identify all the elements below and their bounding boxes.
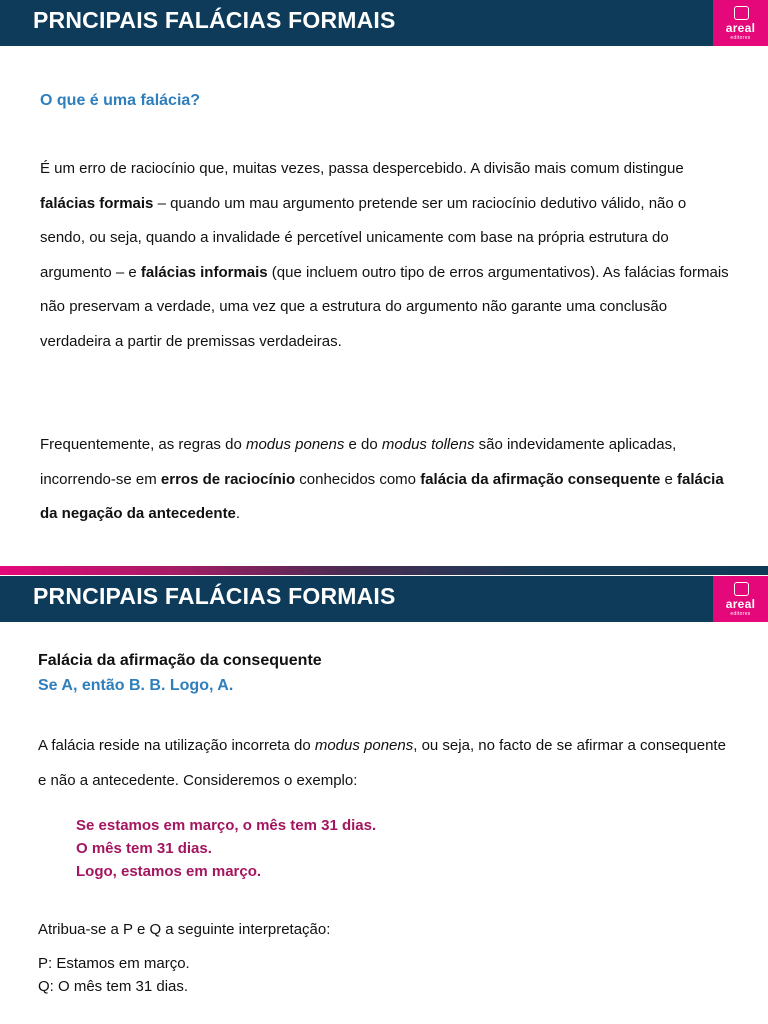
- slide-2: [0, 566, 768, 1024]
- definition-paragraph: É um erro de raciocínio que, muitas vezes, passa despercebido. A divisão mais comum distingue falácias formais – quando um mau argumento pretende ser um raciocínio dedutivo válido, não o sendo, ou seja, quando a invalidade é percetível unicamente com base na própria estrutura do argumento – e falácias informais (que incluem outro tipo de erros argumentativos). As falácias formais não preservam a verdade, uma vez que a estrutura do argumento não garante uma conclusão verdadeira a partir de premissas verdadeiras.: [40, 160, 729, 350]
- example-line: Se estamos em março, o mês tem 31 dias.: [76, 817, 377, 834]
- slide-header: [0, 0, 713, 46]
- fallacy-form: Se A, então B. B. Logo, A.: [38, 677, 234, 694]
- interpretation-intro: Atribua-se a P e Q a seguinte interpretação:: [38, 921, 331, 938]
- areal-logo: [713, 576, 768, 622]
- logo-subtext: editores: [730, 611, 751, 617]
- interpretation-line: P: Estamos em março.: [38, 955, 190, 972]
- logo-mark-icon: [734, 6, 749, 20]
- interpretation-line: Q: O mês tem 31 dias.: [38, 978, 189, 995]
- slide-title: PRNCIPAIS FALÁCIAS FORMAIS: [33, 7, 396, 33]
- fallacy-subtitle: Falácia da afirmação da consequente: [38, 652, 322, 669]
- example-line: Logo, estamos em março.: [76, 863, 262, 880]
- gradient-stripe: [0, 566, 768, 575]
- logo-subtext: editores: [730, 35, 751, 41]
- areal-logo: [713, 0, 768, 46]
- logo-mark-icon: [734, 582, 749, 596]
- logo-wordmark: areal: [725, 21, 756, 35]
- slide-title: PRNCIPAIS FALÁCIAS FORMAIS: [33, 583, 396, 609]
- rules-paragraph: Frequentemente, as regras do modus ponens e do modus tollens são indevidamente aplicadas, incorrendo-se em erros de raciocínio conhecidos como falácia da afirmação consequente e falácia da negação da antecedente.: [40, 436, 724, 523]
- explanation-paragraph: A falácia reside na utilização incorreta do modus ponens, ou seja, no facto de se afirmar a consequente e não a antecedente. Consideremos o exemplo:: [38, 737, 726, 789]
- logo-wordmark: areal: [725, 597, 756, 611]
- question-heading: O que é uma falácia?: [40, 92, 201, 109]
- slide-header: [0, 576, 713, 622]
- example-line: O mês tem 31 dias.: [76, 840, 212, 857]
